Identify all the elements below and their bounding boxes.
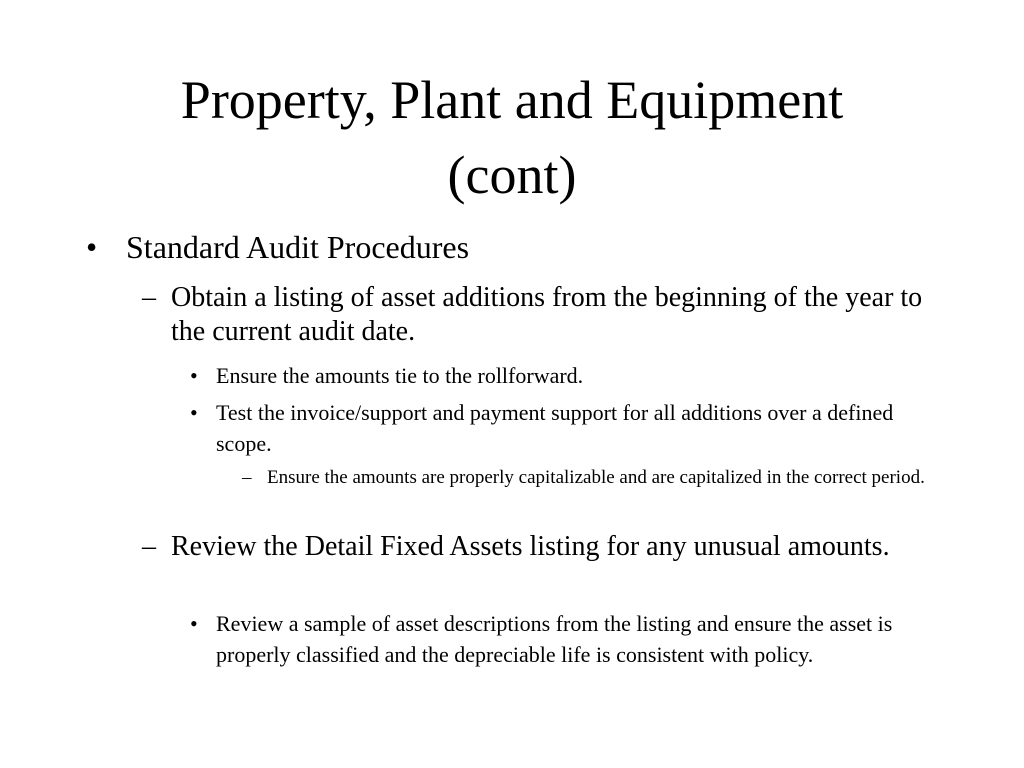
bullet-text: Obtain a listing of asset additions from the beginning of the year to the current audit date. xyxy=(171,282,923,347)
bullet-text: Standard Audit Procedures xyxy=(126,229,470,265)
slide-title-continued: (cont) xyxy=(447,145,577,205)
dash-marker: – xyxy=(142,282,156,313)
bullet-text: Review the Detail Fixed Assets listing for any unusual amounts. xyxy=(171,531,890,562)
bullet-text: Test the invoice/support and payment support for all additions over a defined scope. xyxy=(216,400,894,456)
dash-marker: – xyxy=(142,531,156,562)
bullet-level3-test-invoice-support xyxy=(190,397,950,459)
bullet-level2-review-detail-fixed-assets xyxy=(142,530,942,564)
bullet-marker: • xyxy=(86,229,98,265)
bullet-level4-properly-capitalizable xyxy=(242,464,962,491)
bullet-text: Review a sample of asset descriptions from the listing and ensure the asset is properly classified and the depreciable life is consistent with policy. xyxy=(216,611,893,667)
bullet-level2-obtain-listing xyxy=(142,281,942,349)
bullet-level1-standard-audit-procedures xyxy=(86,228,966,266)
bullet-text: Ensure the amounts tie to the rollforward. xyxy=(216,363,584,388)
bullet-marker: • xyxy=(190,363,198,388)
bullet-level3-review-sample-descriptions xyxy=(190,608,950,670)
bullet-text: Ensure the amounts are properly capitalizable and are capitalized in the correct period. xyxy=(267,467,925,488)
dash-marker: – xyxy=(242,467,252,488)
bullet-marker: • xyxy=(190,611,198,636)
bullet-level3-ensure-amounts-tie xyxy=(190,360,950,391)
slide-title: Property, Plant and Equipment xyxy=(180,70,844,130)
bullet-marker: • xyxy=(190,400,198,425)
